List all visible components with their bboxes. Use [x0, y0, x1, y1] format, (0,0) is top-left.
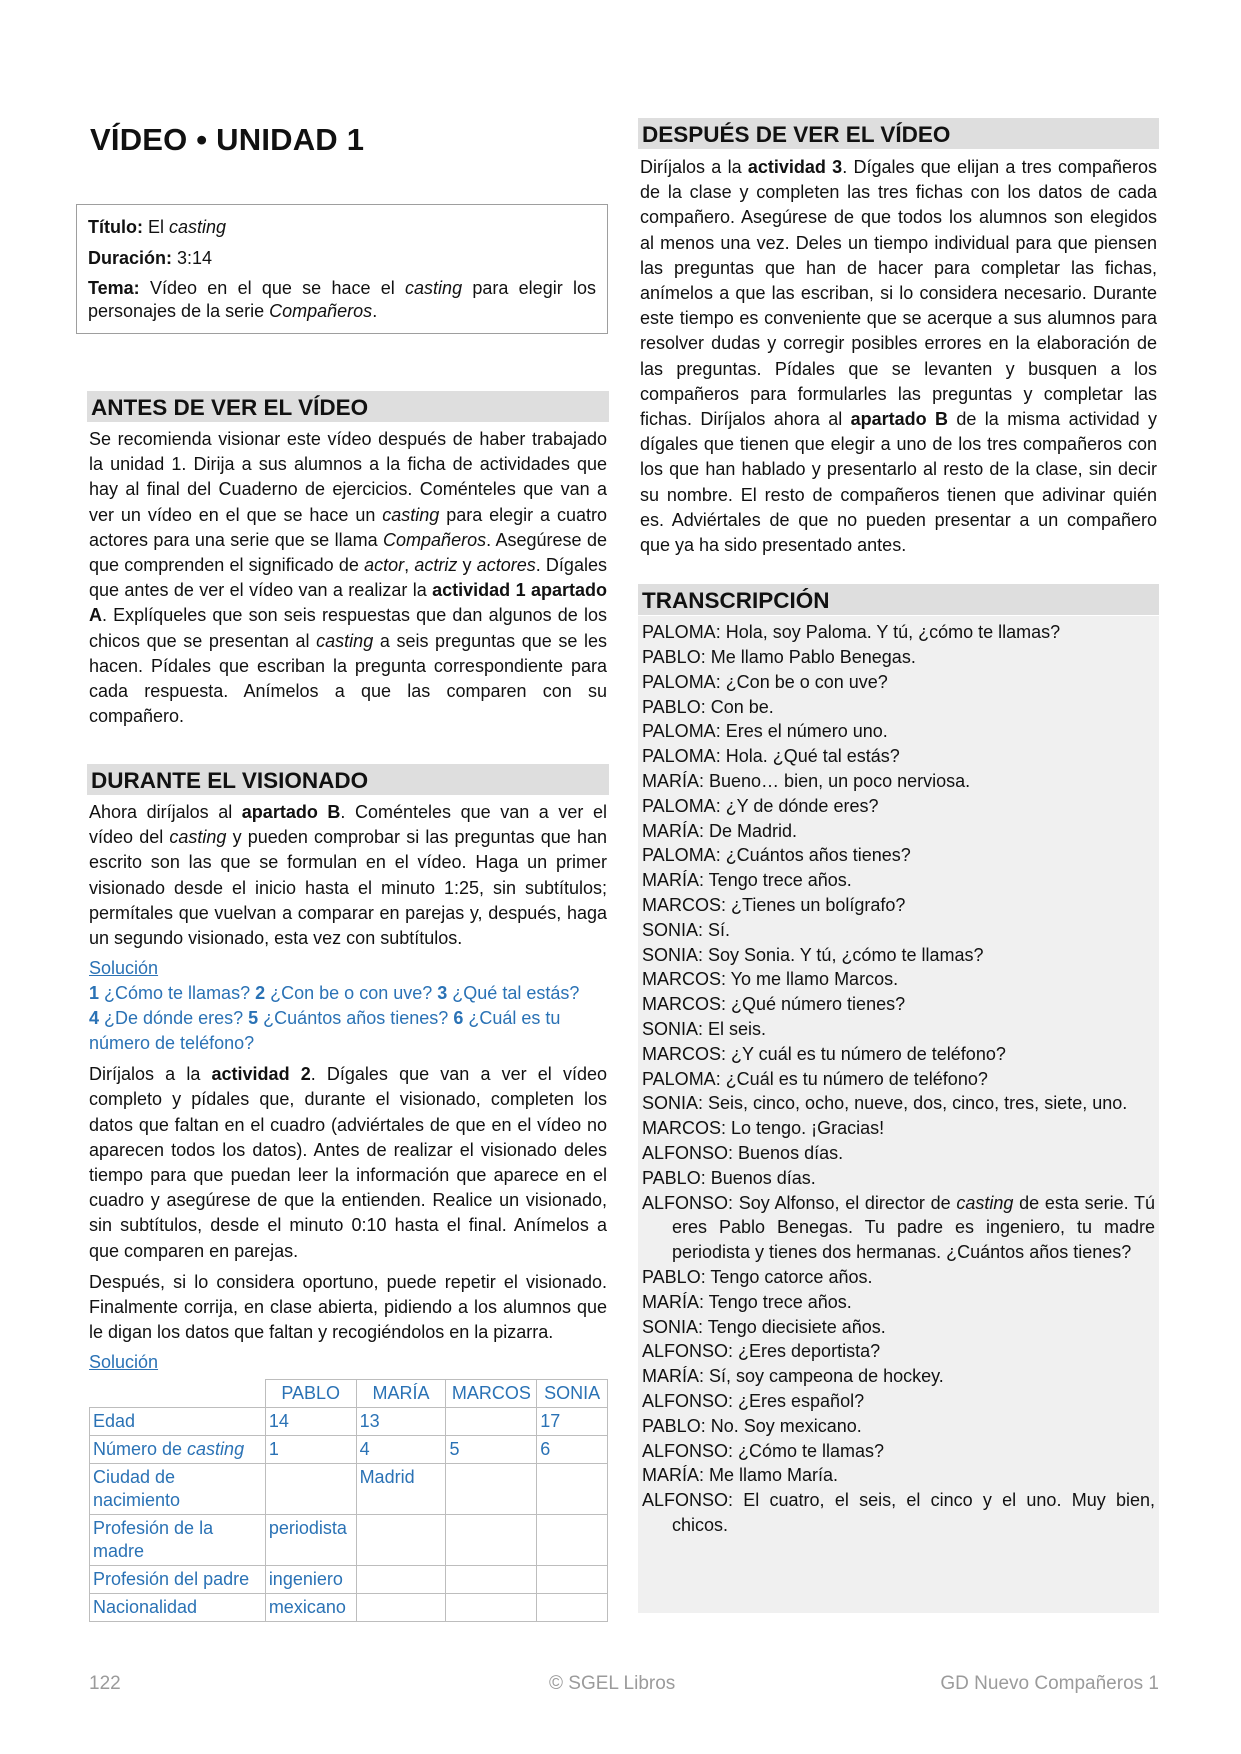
transcript-line: SONIA: El seis.	[642, 1019, 767, 1039]
transcripcion-heading: TRANSCRIPCIÓN	[638, 584, 1159, 615]
table-header-row	[90, 1380, 608, 1408]
transcript-line: MARÍA: Tengo trece años.	[642, 1291, 852, 1312]
transcript-line: ALFONSO: ¿Cómo te llamas?	[642, 1440, 885, 1461]
table-row: Profesión de la madre periodista	[90, 1515, 608, 1566]
transcript-line: PALOMA: ¿Cuál es tu número de teléfono?	[642, 1068, 988, 1089]
transcript-line: MARÍA: Sí, soy campeona de hockey.	[642, 1366, 944, 1387]
durante-heading: DURANTE EL VISIONADO	[87, 764, 609, 795]
transcript-line: ALFONSO: ¿Eres deportista?	[642, 1341, 881, 1362]
transcript-line: PALOMA: ¿Y de dónde eres?	[642, 795, 879, 816]
transcript-line: SONIA: Seis, cinco, ocho, nueve, dos, cinco, tres, siete, uno.	[642, 1093, 1128, 1114]
footer-book-title: GD Nuevo Compañeros 1	[940, 1673, 1159, 1694]
transcript-line: PABLO: Me llamo Pablo Benegas.	[642, 647, 916, 668]
transcript-line: SONIA: Soy Sonia. Y tú, ¿cómo te llamas?	[642, 944, 984, 965]
durante-paragraph-2: Diríjalos a la actividad 2. Dígales que van a ver el vídeo completo y pídales que, durante el visionado, completen los datos que faltan en el cuadro (adviértales de que en el vídeo no aparecen todos los datos). Antes de realizar el visionado deles tiempo para que puedan leer la información que aparece en el cuadro y asegúrese de que la entienden. Realice un visionado, sin subtítulos, desde el minuto 0:10 hasta el final. Anímelos a que comparen en parejas.	[89, 1064, 607, 1261]
despues-heading: DESPUÉS DE VER EL VÍDEO	[638, 118, 1159, 149]
solution-table	[89, 1379, 608, 1622]
table-header: MARCOS	[446, 1380, 537, 1408]
info-titulo: Título: El casting	[88, 217, 227, 237]
transcript-line: ALFONSO: Soy Alfonso, el director de casting de esta serie. Tú eres Pablo Benegas. Tu padre es ingeniero, tu madre periodista y tienes dos hermanas. ¿Cuántos años tienes?	[642, 1192, 1155, 1263]
table-header: PABLO	[265, 1380, 356, 1408]
transcript-line: MARÍA: De Madrid.	[642, 820, 798, 841]
transcript-line: PALOMA: Eres el número uno.	[642, 721, 888, 742]
transcript-line: MARÍA: Me llamo María.	[642, 1465, 839, 1486]
footer-copyright: © SGEL Libros	[549, 1673, 676, 1694]
transcript-line: SONIA: Tengo diecisiete años.	[642, 1316, 886, 1337]
transcript-line: MARCOS: ¿Qué número tienes?	[642, 994, 906, 1015]
info-duracion: Duración: 3:14	[88, 248, 213, 268]
video-info-box	[76, 204, 608, 334]
transcript-line: PALOMA: Hola, soy Paloma. Y tú, ¿cómo te llamas?	[642, 622, 1061, 643]
transcript	[638, 616, 1159, 1613]
table-row: Nacionalidad mexicano	[90, 1594, 608, 1622]
transcript-line: MARÍA: Tengo trece años.	[642, 870, 852, 891]
transcript-line: SONIA: Sí.	[642, 919, 731, 940]
durante-section	[87, 764, 609, 1622]
antes-section	[87, 391, 609, 729]
solution-label-1: Solución	[89, 958, 159, 979]
transcript-line: MARCOS: Lo tengo. ¡Gracias!	[642, 1118, 885, 1139]
transcript-line: MARCOS: ¿Y cuál es tu número de teléfono?	[642, 1043, 1006, 1064]
despues-paragraph: Diríjalos a la actividad 3. Dígales que elijan a tres compañeros de la clase y completen las tres fichas con los datos de cada compañero. Asegúrese de que todos los alumnos son elegidos al menos una vez. Deles un tiempo individual para que piensen las preguntas que han de hacer para completar las fichas, anímelos a que las escriban, si lo considera necesario. Durante este tiempo es conveniente que se acerque a sus alumnos para resolver dudas y corregir posibles errores en la elaboración de las preguntas. Pídales que se levanten y busquen a los compañeros para formularles las preguntas y completar las fichas. Diríjalos ahora al apartado B de la misma actividad y dígales que tienen que elegir a uno de los tres compañeros con los que han hablado y presentarlo al resto de la clase, sin decir su nombre. El resto de compañeros tienen que adivinar quién es. Adviértales de que no pueden presentar a un compañero que ya ha sido presentado antes.	[640, 157, 1158, 556]
solution-label-2: Solución	[89, 1352, 159, 1373]
page-title: VÍDEO • UNIDAD 1	[90, 122, 365, 157]
antes-heading: ANTES DE VER EL VÍDEO	[87, 391, 609, 422]
table-row: Número de casting 1 4 5 6	[90, 1436, 608, 1464]
transcript-line: MARÍA: Bueno… bien, un poco nerviosa.	[642, 771, 971, 792]
right-column	[638, 118, 1159, 1613]
transcript-line: PABLO: No. Soy mexicano.	[642, 1415, 862, 1436]
transcript-line: PALOMA: ¿Cuántos años tienes?	[642, 845, 911, 866]
transcript-line: PALOMA: ¿Con be o con uve?	[642, 671, 888, 692]
solution-answers-1: 1 ¿Cómo te llamas? 2 ¿Con be o con uve? 3 ¿Qué tal estás? 4 ¿De dónde eres? 5 ¿Cuántos años tienes? 6 ¿Cuál es tu número de teléfono?	[89, 983, 580, 1054]
table-row: Edad 14 13 17	[90, 1408, 608, 1436]
info-tema: Tema: Vídeo en el que se hace el casting para elegir los personajes de la serie Compañeros.	[88, 278, 596, 321]
table-row: Ciudad de nacimiento Madrid	[90, 1464, 608, 1515]
transcript-line: MARCOS: ¿Tienes un bolígrafo?	[642, 895, 906, 916]
transcript-line: ALFONSO: Buenos días.	[642, 1142, 844, 1163]
durante-paragraph-3: Después, si lo considera oportuno, puede repetir el visionado. Finalmente corrija, en clase abierta, pidiendo a los alumnos que le digan los datos que faltan y recogiéndolos en la pizarra.	[89, 1271, 607, 1343]
left-column	[89, 110, 608, 158]
transcript-line: PALOMA: Hola. ¿Qué tal estás?	[642, 746, 900, 767]
antes-paragraph: Se recomienda visionar este vídeo después de haber trabajado la unidad 1. Dirija a sus alumnos a la ficha de actividades que hay al final del Cuaderno de ejercicios. Coménteles que van a ver un vídeo en el que se hace un casting para elegir a cuatro actores para una serie que se llama Compañeros. Asegúrese de que comprenden el significado de actor, actriz y actores. Dígales que antes de ver el vídeo van a realizar la actividad 1 apartado A. Explíqueles que son seis respuestas que dan algunos de los chicos que se presentan al casting a seis preguntas que se les hacen. Pídales que escriban la pregunta correspondiente para cada respuesta. Anímelos a que las comparen con su compañero.	[89, 429, 607, 727]
table-row: Profesión del padre ingeniero	[90, 1566, 608, 1594]
transcript-line: PABLO: Con be.	[642, 696, 774, 717]
transcript-line: ALFONSO: ¿Eres español?	[642, 1390, 865, 1411]
transcript-line: MARCOS: Yo me llamo Marcos.	[642, 969, 899, 990]
transcript-line: PABLO: Tengo catorce años.	[642, 1266, 873, 1287]
page-number: 122	[89, 1673, 121, 1694]
durante-paragraph-1: Ahora diríjalos al apartado B. Coménteles que van a ver el vídeo del casting y pueden comprobar si las preguntas que han escrito son las que se formulan en el vídeo. Haga un primer visionado desde el inicio hasta el minuto 1:25, sin subtítulos; permítales que vuelvan a comparar en parejas y, después, haga un segundo visionado, esta vez con subtítulos.	[89, 802, 607, 949]
transcript-line: ALFONSO: El cuatro, el seis, el cinco y el uno. Muy bien, chicos.	[642, 1490, 1155, 1535]
table-header: MARÍA	[356, 1380, 446, 1408]
transcript-line: PABLO: Buenos días.	[642, 1167, 816, 1188]
table-header: SONIA	[537, 1380, 608, 1408]
